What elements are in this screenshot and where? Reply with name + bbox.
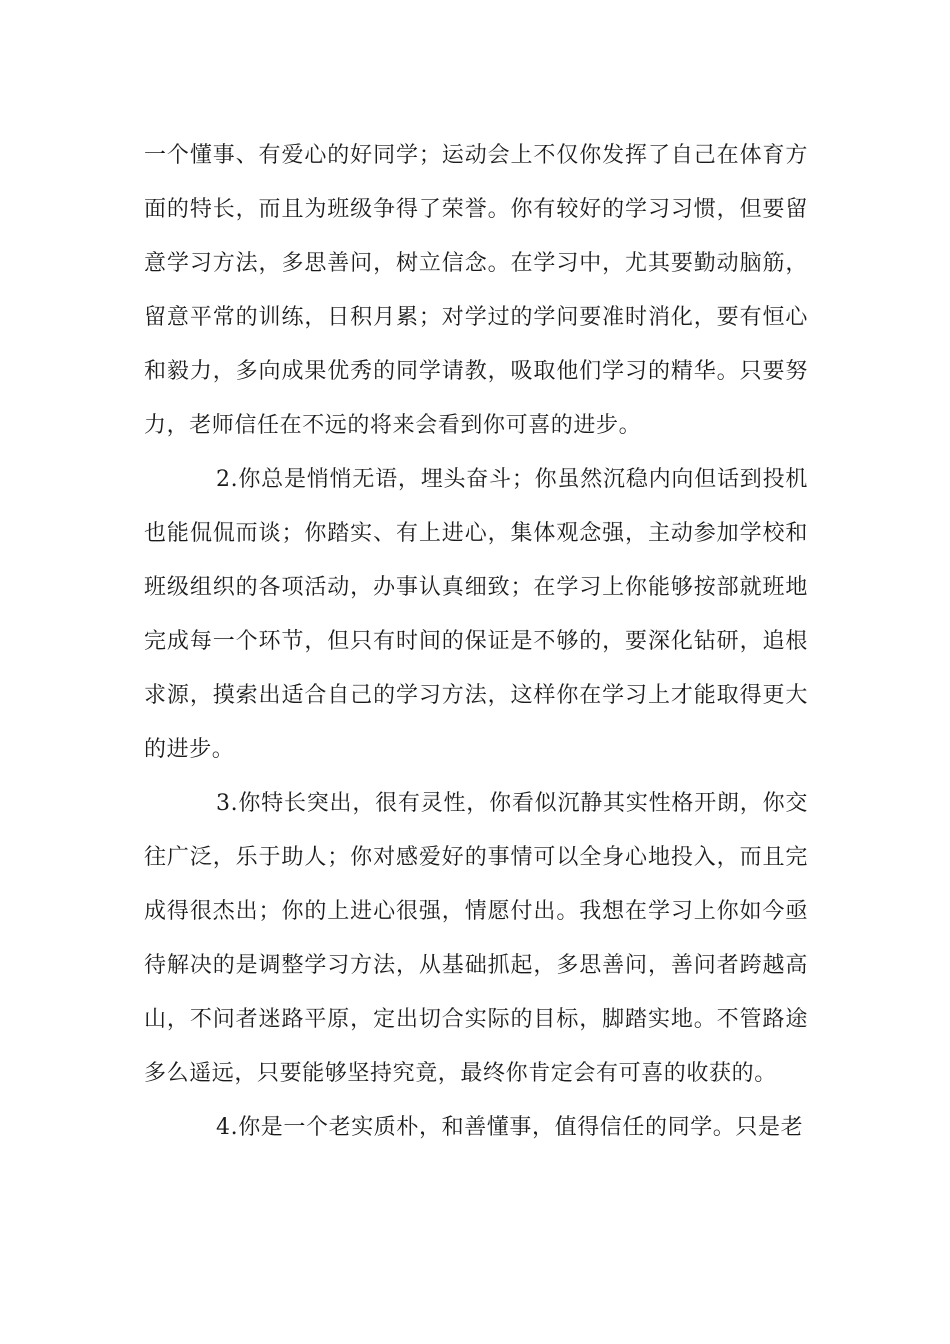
paragraph-4: 4.你是一个老实质朴，和善懂事，值得信任的同学。只是老 (216, 1115, 804, 1140)
document-body (144, 129, 808, 1155)
paragraph-3: 3.你特长突出，很有灵性，你看似沉静其实性格开朗，你交往广泛，乐于助人；你对感爱好的事情可以全身心地投入，而且完成得很杰出；你的上进心很强，情愿付出。我想在学习上你如今亟待解决的是调整学习方法，从基础抓起，多思善问，善问者跨越高山，不问者迷路平原，定出切合实际的目标，脚踏实地。不管路途多么遥远，只要能够坚持究竟，最终你肯定会有可喜的收获的。 (144, 791, 808, 1086)
paragraph-2: 2.你总是悄悄无语，埋头奋斗；你虽然沉稳内向但话到投机也能侃侃而谈；你踏实、有上进心，集体观念强，主动参加学校和班级组织的各项活动，办事认真细致；在学习上你能够按部就班地完成每一个环节，但只有时间的保证是不够的，要深化钻研，追根求源，摸索出适合自己的学习方法，这样你在学习上才能取得更大的进步。 (144, 467, 808, 762)
paragraph-1-continued: 一个懂事、有爱心的好同学；运动会上不仅你发挥了自己在体育方面的特长，而且为班级争得了荣誉。你有较好的学习习惯，但要留意学习方法，多思善问，树立信念。在学习中，尤其要勤动脑筋，留意平常的训练，日积月累；对学过的学问要准时消化，要有恒心和毅力，多向成果优秀的同学请教，吸取他们学习的精华。只要努力，老师信任在不远的将来会看到你可喜的进步。 (144, 143, 808, 438)
